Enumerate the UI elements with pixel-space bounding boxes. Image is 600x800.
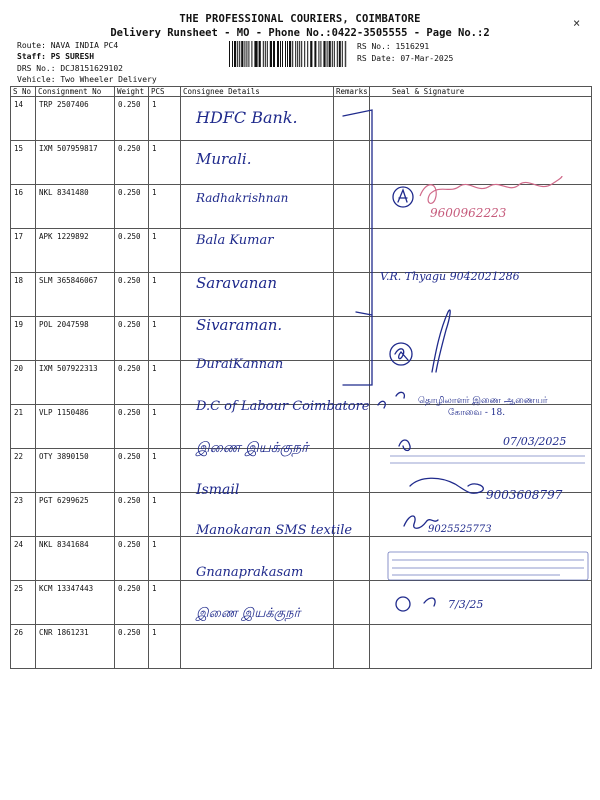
- cell-weight: 0.250: [115, 449, 149, 493]
- col-header-pcs: PCS: [149, 87, 181, 97]
- row16-signature-mark: [420, 176, 562, 203]
- cell-consignment: SLM 365846067: [36, 273, 115, 317]
- cell-weight: 0.250: [115, 229, 149, 273]
- cell-pcs: 1: [149, 449, 181, 493]
- cell-consignment: OTY 3890150: [36, 449, 115, 493]
- route-field: Route: NAVA INDIA PC4: [17, 41, 119, 50]
- cell-weight: 0.250: [115, 185, 149, 229]
- consignee-handwriting: Murali.: [196, 149, 252, 168]
- cell-weight: 0.250: [115, 273, 149, 317]
- col-header-weight: Weight: [115, 87, 149, 97]
- row26-circle-mark: [396, 597, 410, 611]
- consignee-handwriting: DuraiKannan: [196, 357, 284, 372]
- cell-consignment: PGT 6299625: [36, 493, 115, 537]
- col-header-signature: Seal & Signature: [370, 87, 592, 97]
- cell-pcs: 1: [149, 273, 181, 317]
- cell-consignment: CNR 1861231: [36, 625, 115, 669]
- cell-sno: 25: [11, 581, 36, 625]
- consignee-handwriting: Sivaraman.: [196, 315, 283, 334]
- cell-consignment: IXM 507922313: [36, 361, 115, 405]
- row24-phone: 9025525773: [428, 524, 492, 535]
- cell-consignment: IXM 507959817: [36, 141, 115, 185]
- row25-stamp-mark: [388, 552, 588, 580]
- row21-stamp-line1: தொழிலாளர் இணை ஆணையர்: [418, 396, 548, 406]
- row22-stamp-mark: [390, 456, 585, 463]
- cell-sno: 17: [11, 229, 36, 273]
- col-header-consignee: Consignee Details: [181, 87, 334, 97]
- remarks-bracket-mark: [343, 110, 372, 385]
- row23-phone: 9003608797: [486, 488, 563, 502]
- staff-field: Staff: PS SURESH: [17, 52, 95, 61]
- cell-consignment: NKL 8341684: [36, 537, 115, 581]
- cell-sno: 18: [11, 273, 36, 317]
- cell-weight: 0.250: [115, 581, 149, 625]
- col-header-consignment: Consignment No: [36, 87, 115, 97]
- rs-date: RS Date: 07-Mar-2025: [357, 54, 454, 63]
- page-title: THE PROFESSIONAL COURIERS, COIMBATORE: [179, 13, 421, 25]
- cell-sno: 21: [11, 405, 36, 449]
- cell-consignment: KCM 13347443: [36, 581, 115, 625]
- cell-consignment: APK 1229892: [36, 229, 115, 273]
- consignee-handwriting: Radhakrishnan: [196, 191, 289, 205]
- row19-signature-mark: [432, 310, 450, 372]
- cell-sno: 20: [11, 361, 36, 405]
- cell-pcs: 1: [149, 185, 181, 229]
- cell-weight: 0.250: [115, 493, 149, 537]
- row26-date: 7/3/25: [448, 598, 484, 611]
- cell-weight: 0.250: [115, 537, 149, 581]
- row23-signature-mark: [410, 478, 483, 493]
- consignee-handwriting: Gnanaprakasam: [196, 564, 304, 580]
- page-subtitle: Delivery Runsheet - MO - Phone No.:0422-3505555 - Page No.:2: [110, 27, 490, 39]
- close-mark-icon: ×: [573, 16, 581, 30]
- row21-stamp-line2: கோவை - 18.: [448, 408, 506, 418]
- consignee-handwriting: இணை இயக்குநர்: [196, 606, 301, 621]
- cell-pcs: 1: [149, 581, 181, 625]
- cell-weight: 0.250: [115, 625, 149, 669]
- row16-phone: 9600962223: [430, 206, 507, 220]
- consignee-handwriting: Manokaran SMS textile: [196, 523, 353, 538]
- cell-pcs: 1: [149, 317, 181, 361]
- cell-pcs: 1: [149, 97, 181, 141]
- cell-consignment: POL 2047598: [36, 317, 115, 361]
- cell-pcs: 1: [149, 229, 181, 273]
- cell-pcs: 1: [149, 141, 181, 185]
- cell-sno: 23: [11, 493, 36, 537]
- cell-weight: 0.250: [115, 405, 149, 449]
- cell-pcs: 1: [149, 405, 181, 449]
- cell-sno: 26: [11, 625, 36, 669]
- cell-sno: 14: [11, 97, 36, 141]
- cell-pcs: 1: [149, 361, 181, 405]
- cell-weight: 0.250: [115, 97, 149, 141]
- consignee-handwriting: Bala Kumar: [196, 232, 274, 248]
- consignee-handwriting: HDFC Bank.: [196, 108, 298, 127]
- consignee-handwriting: Ismail: [196, 481, 240, 498]
- vehicle-field: Vehicle: Two Wheeler Delivery: [17, 75, 157, 84]
- cell-sno: 19: [11, 317, 36, 361]
- col-header-remarks: Remarks: [334, 87, 370, 97]
- consignee-handwriting: Saravanan: [196, 274, 278, 292]
- row18-signature: V.R. Thyagu 9042021286: [380, 270, 520, 283]
- cell-weight: 0.250: [115, 317, 149, 361]
- cell-sno: 24: [11, 537, 36, 581]
- consignee-handwriting: D.C of Labour Coimbatore: [196, 398, 370, 414]
- rs-number: RS No.: 1516291: [357, 42, 430, 51]
- cell-sno: 15: [11, 141, 36, 185]
- cell-consignment: VLP 1150486: [36, 405, 115, 449]
- cell-sno: 16: [11, 185, 36, 229]
- cell-weight: 0.250: [115, 141, 149, 185]
- drs-field: DRS No.: DCJ8151629102: [17, 64, 123, 73]
- cell-weight: 0.250: [115, 361, 149, 405]
- row22-date: 07/03/2025: [503, 435, 567, 448]
- cell-pcs: 1: [149, 537, 181, 581]
- col-header-sno: S No: [11, 87, 36, 97]
- cell-consignment: NKL 8341480: [36, 185, 115, 229]
- row20-circle-mark: [390, 343, 412, 365]
- cell-pcs: 1: [149, 625, 181, 669]
- cell-consignment: TRP 2507406: [36, 97, 115, 141]
- cell-pcs: 1: [149, 493, 181, 537]
- consignee-handwriting: இணை இயக்குநர்: [196, 440, 309, 456]
- cell-sno: 22: [11, 449, 36, 493]
